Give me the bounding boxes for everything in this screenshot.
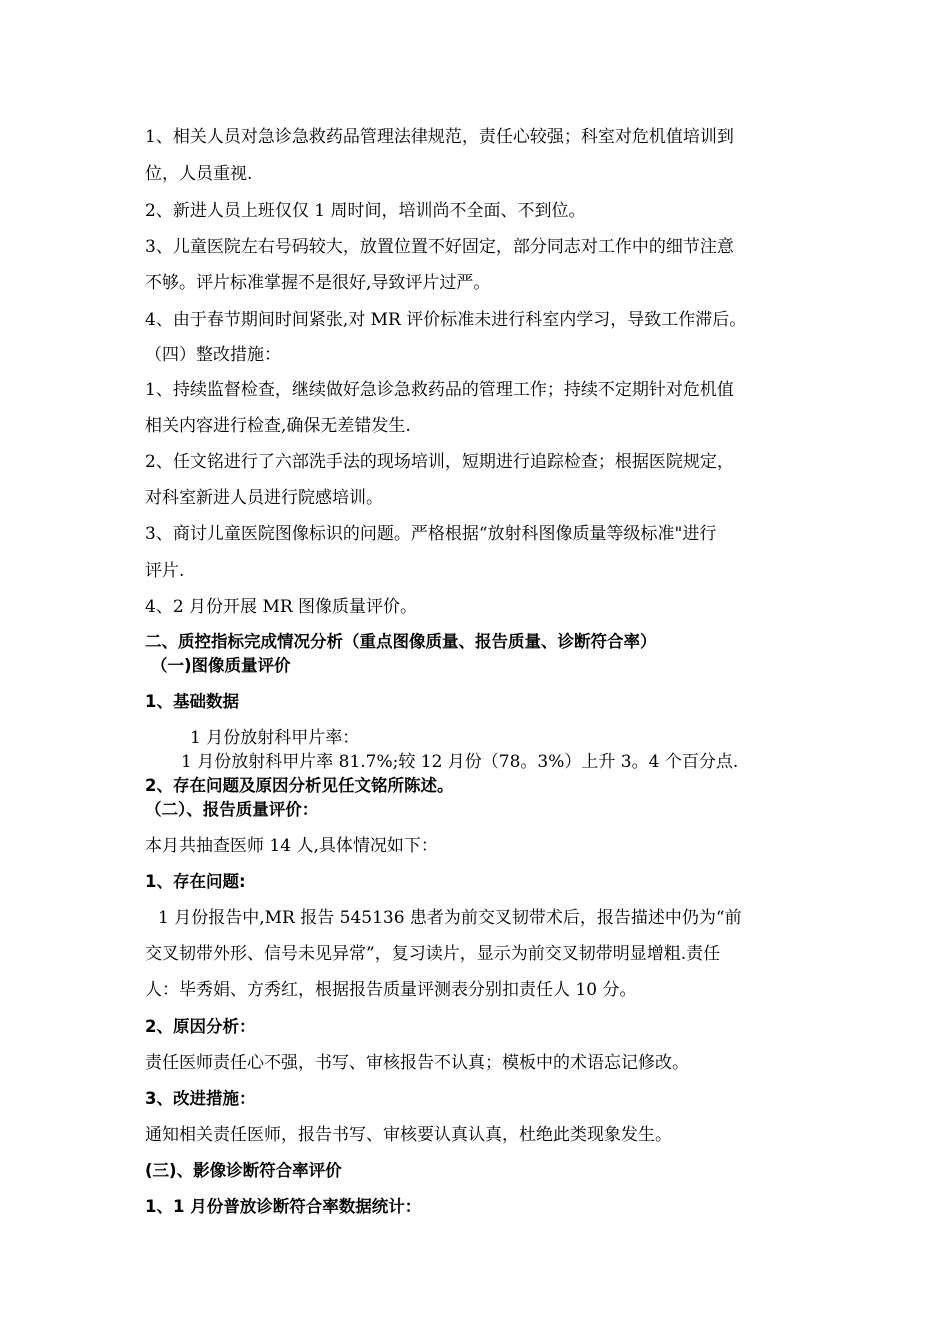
text-line: 人：毕秀娟、方秀红，根据报告质量评测表分别扣责任人 10 分。 (145, 980, 637, 1000)
subsection-heading: 1、基础数据 (145, 692, 239, 711)
text-line: 1 月份报告中,MR 报告 545136 患者为前交叉韧带术后，报告描述中仍为“前 (158, 908, 742, 928)
text-line: 2、任文铭进行了六部洗手法的现场培训，短期进行追踪检查；根据医院规定， (145, 452, 734, 472)
section-heading: （二）、报告质量评价： (145, 800, 319, 819)
text-line: 责任医师责任心不强，书写、审核报告不认真；模板中的术语忘记修改。 (145, 1053, 689, 1073)
section-heading: 二、质控指标完成情况分析（重点图像质量、报告质量、诊断符合率） (145, 632, 657, 651)
subsection-heading: 2、原因分析： (145, 1017, 256, 1036)
subsection-heading: 3、改进措施： (145, 1089, 256, 1108)
text-line: 1、持续监督检查，继续做好急诊急救药品的管理工作；持续不定期针对危机值 (145, 380, 734, 400)
text-line: 1 月份放射科甲片率 81.7%;较 12 月份（78。3%）上升 3。4 个百分点. (181, 752, 739, 772)
subsection-heading: （一)图像质量评价 (151, 656, 291, 675)
text-line: 通知相关责任医师，报告书写、审核要认真认真，杜绝此类现象发生。 (145, 1125, 672, 1145)
text-line: 3、儿童医院左右号码较大，放置位置不好固定，部分同志对工作中的细节注意 (145, 237, 734, 257)
section-heading: （四）整改措施： (145, 345, 281, 365)
text-line: 位，人员重视. (145, 164, 253, 184)
text-line: 交叉韧带外形、信号未见异常”，复习读片，显示为前交叉韧带明显增粗.责任 (145, 944, 721, 964)
text-line: 1、相关人员对急诊急救药品管理法律规范，责任心较强；科室对危机值培训到 (145, 127, 734, 147)
text-line: 本月共抽查医师 14 人,具体情况如下： (145, 836, 438, 856)
text-line: 不够。评片标准掌握不是很好,导致评片过严。 (145, 273, 491, 293)
text-line: 评片. (145, 561, 185, 581)
text-line: 4、由于春节期间时间紧张,对 MR 评价标准未进行科室内学习，导致工作滞后。 (145, 310, 747, 330)
subsection-heading: 2、存在问题及原因分析见任文铭所陈述。 (145, 776, 454, 795)
subsection-heading: 1、存在问题: (145, 872, 246, 891)
text-line: 对科室新进人员进行院感培训。 (145, 488, 383, 508)
text-line: 相关内容进行检查,确保无差错发生. (145, 416, 411, 436)
text-line: 4、2 月份开展 MR 图像质量评价。 (145, 597, 418, 617)
text-line: 1 月份放射科甲片率： (190, 728, 360, 748)
subsection-heading: 1、1 月份普放诊断符合率数据统计： (145, 1197, 422, 1216)
text-line: 2、新进人员上班仅仅 1 周时间，培训尚不全面、不到位。 (145, 201, 586, 221)
section-heading: (三)、影像诊断符合率评价 (145, 1161, 342, 1180)
text-line: 3、商讨儿童医院图像标识的问题。严格根据“放射科图像质量等级标准"进行 (145, 524, 717, 544)
